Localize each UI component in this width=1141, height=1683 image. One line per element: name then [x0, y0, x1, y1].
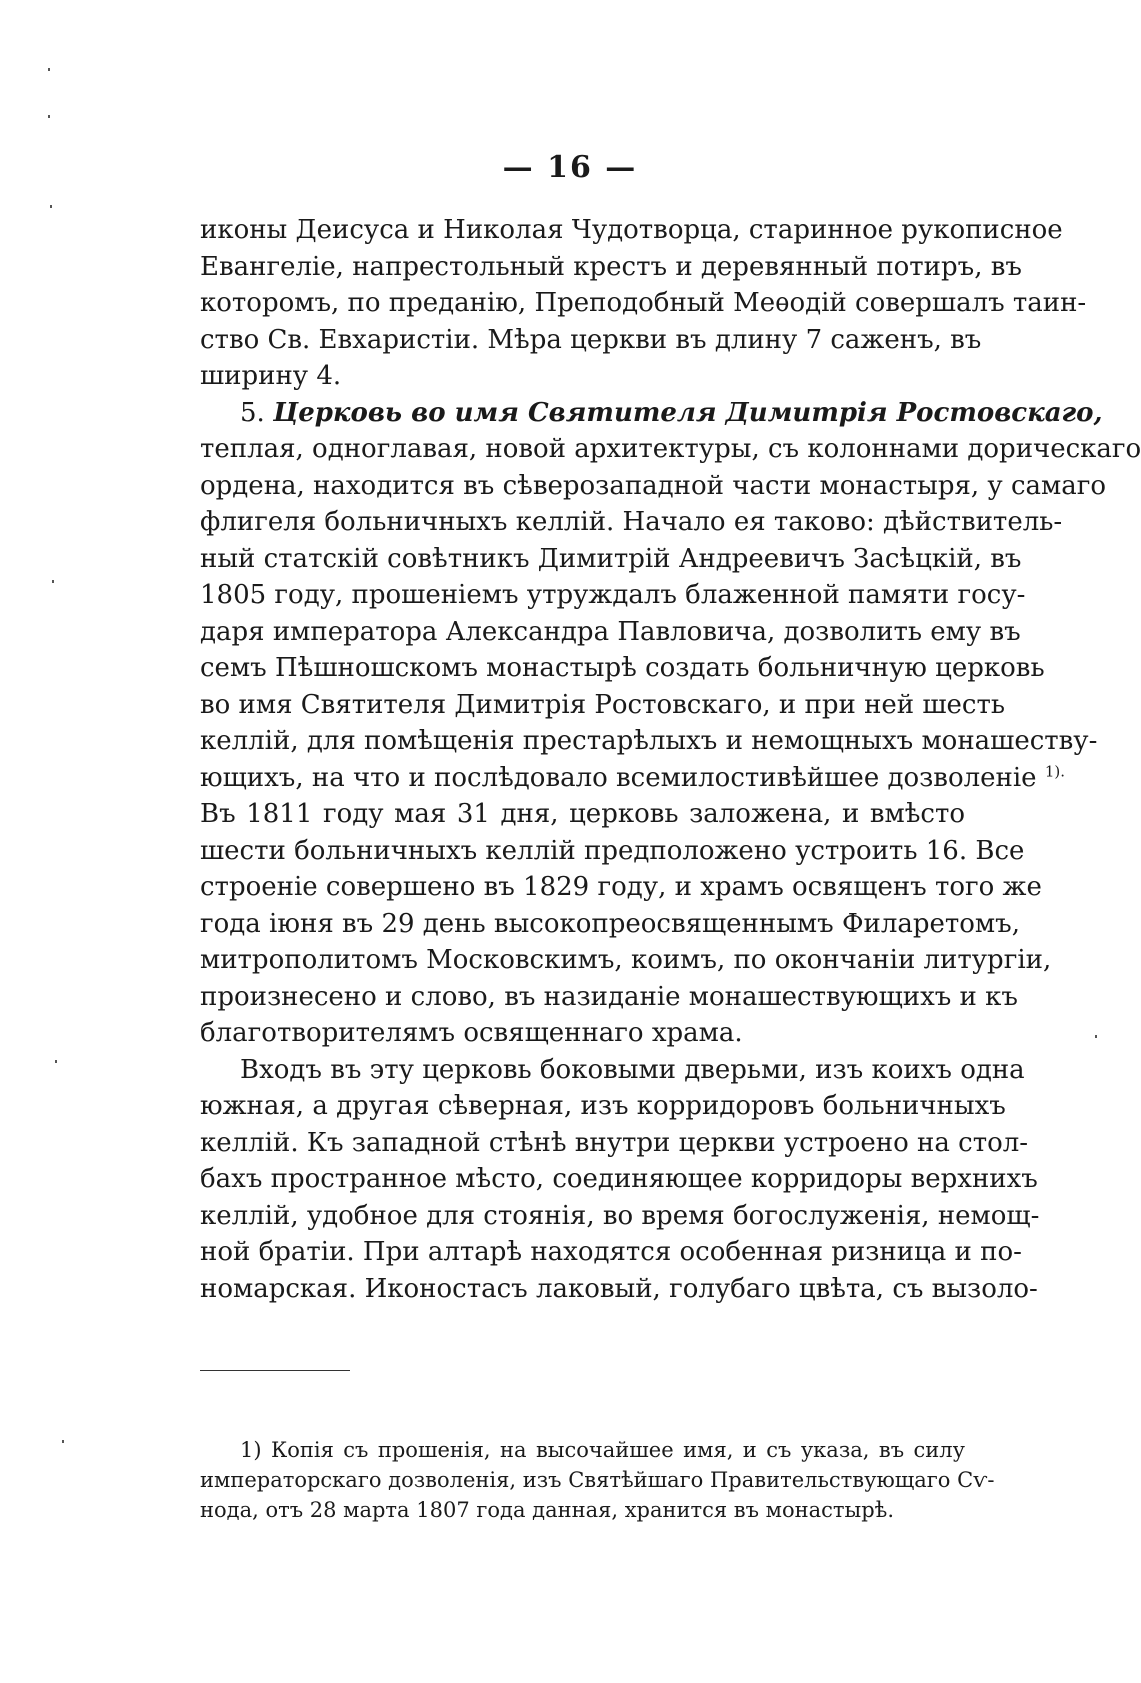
page-number: — 16 —	[502, 150, 638, 185]
footnote	[200, 1435, 995, 1525]
scan-speck	[62, 1440, 64, 1443]
section-heading	[200, 395, 1103, 432]
text-line: даря императора Александра Павловича, дозволить ему въ	[200, 616, 1021, 647]
footnote-line: 1) Копія съ прошенія, на высочайшее имя, и съ указа, въ силу	[240, 1438, 965, 1462]
text-line: ной братіи. При алтарѣ находятся особенная ризница и по-	[200, 1237, 1022, 1267]
text-line: благотворителямъ освященнаго храма.	[200, 1018, 743, 1048]
scan-speck	[55, 1060, 57, 1063]
text-line: иконы Деисуса и Николая Чудотворца, старинное рукописное	[200, 215, 1063, 245]
scan-speck	[48, 68, 50, 71]
text-line: Евангеліе, напрестольный крестъ и деревянный потиръ, въ	[200, 251, 1022, 282]
text-line: строеніе совершено въ 1829 году, и храмъ освященъ того же	[200, 872, 1042, 902]
text-line: Въ 1811 году мая 31 дня, церковь заложена, и вмѣсто	[200, 799, 965, 829]
body-text	[200, 212, 1141, 1307]
footnote-line: нода, отъ 28 марта 1807 года данная, хранится въ монастырѣ.	[200, 1498, 895, 1522]
text-line: бахъ пространное мѣсто, соединяющее корридоры верхнихъ	[200, 1164, 1038, 1194]
text-line: семъ Пѣшношскомъ монастырѣ создать больничную церковь	[200, 653, 1045, 683]
footnote-divider	[200, 1370, 350, 1371]
text-line: во имя Святителя Димитрія Ростовскаго, и при ней шесть	[200, 689, 1006, 720]
scan-speck	[52, 580, 54, 583]
text-line: номарская. Иконостасъ лаковый, голубаго цвѣта, съ вызоло-	[200, 1273, 1038, 1304]
text-line: ство Св. Евхаристіи. Мѣра церкви въ длину 7 саженъ, въ	[200, 324, 982, 355]
text-line: Входъ въ эту церковь боковыми дверьми, изъ коихъ одна	[240, 1054, 1025, 1085]
text-line: келлій, для помѣщенія престарѣлыхъ и немощныхъ монашеству-	[200, 726, 1098, 756]
text-line: теплая, одноглавая, новой архитектуры, съ колоннами дорическаго	[200, 434, 1141, 464]
text-line: митрополитомъ Московскимъ, коимъ, по окончаніи литургіи,	[200, 945, 1052, 975]
text-line: шести больничныхъ келлій предположено устроить 16. Все	[200, 835, 1025, 866]
text-line: ордена, находится въ сѣверозападной части монастыря, у самаго	[200, 470, 1107, 501]
text-line: келлій, удобное для стоянія, во время богослуженія, немощ-	[200, 1200, 1040, 1231]
text-line: южная, а другая сѣверная, изъ корридоровъ больничныхъ	[200, 1091, 1006, 1121]
text-line: которомъ, по преданію, Преподобный Меѳодій совершалъ таин-	[200, 288, 1087, 318]
text-line: ный статскій совѣтникъ Димитрій Андреевичъ Засѣцкій, въ	[200, 543, 1022, 574]
text-line: келлій. Къ западной стѣнѣ внутри церкви устроено на стол-	[200, 1127, 1029, 1158]
text-line: года іюня въ 29 день высокопреосвященнымъ Филаретомъ,	[200, 908, 1020, 939]
scan-speck	[1095, 1035, 1097, 1038]
section-title: Церковь во имя Святителя Димитрія Ростовскаго,	[273, 397, 1103, 428]
footnote-line: императорскаго дозволенія, изъ Святѣйшаго Правительствующаго Сѵ-	[200, 1468, 995, 1492]
scan-speck	[50, 205, 52, 208]
text-line: ширину 4.	[200, 361, 342, 391]
text-line: флигеля больничныхъ келлій. Начало ея таково: дѣйствитель-	[200, 507, 1063, 537]
scan-speck	[48, 115, 50, 118]
text-line: 1805 году, прошеніемъ утруждалъ блаженной памяти госу-	[200, 580, 1026, 610]
footnote-ref: 1).	[1044, 761, 1065, 780]
text-line: произнесено и слово, въ назиданіе монашествующихъ и къ	[200, 981, 1018, 1012]
text-line	[200, 760, 1065, 797]
text-line-content: ющихъ, на что и послѣдовало всемилостивѣйшее дозволеніе	[200, 762, 1037, 793]
section-number: 5.	[240, 397, 265, 428]
